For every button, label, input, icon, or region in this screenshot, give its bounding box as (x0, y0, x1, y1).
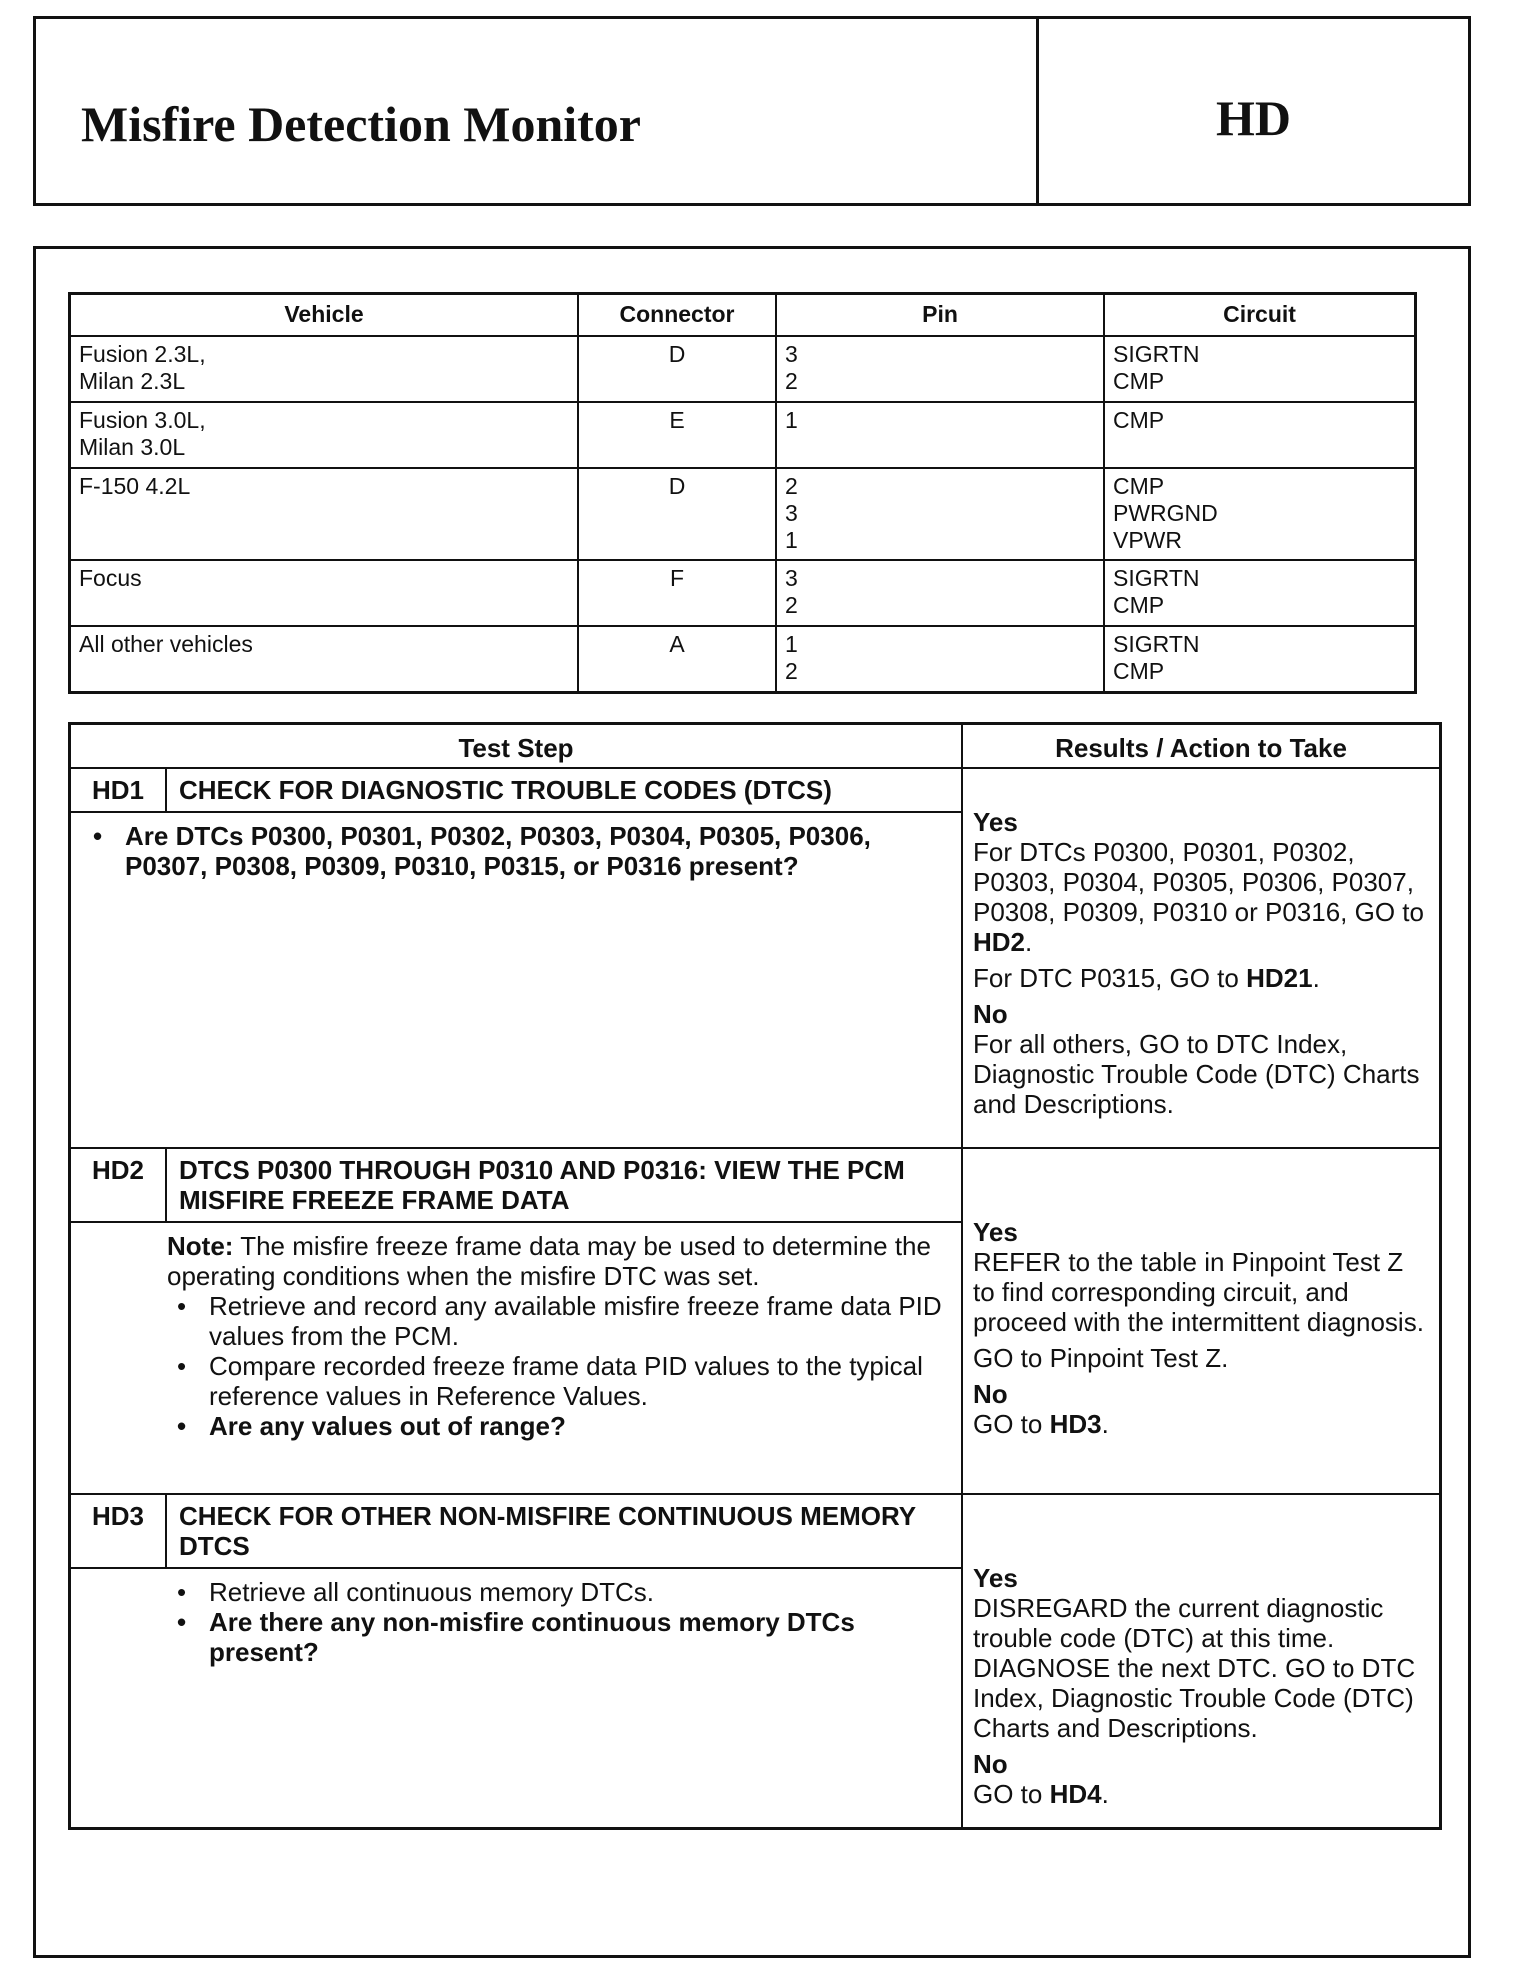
step-body (70, 812, 963, 1148)
step-id: HD3 (70, 1494, 167, 1568)
vehicle-cell (70, 402, 579, 468)
table-row (70, 336, 1416, 402)
table-row (70, 626, 1416, 692)
col-connector: Connector (578, 294, 776, 337)
step-table-header (70, 724, 1441, 769)
vehicle-line: Fusion 2.3L, (79, 341, 206, 367)
bullet-item: • Are DTCs P0300, P0301, P0302, P0303, P0304, P0305, P0306, P0307, P0308, P0309, P0310, P0315, or P0316 present? (83, 821, 949, 881)
pin-cell (776, 402, 1104, 468)
step-title-row-hd3 (70, 1494, 1441, 1568)
yes-text: DISREGARD the current diagnostic trouble code (DTC) at this time. DIAGNOSE the next DTC. GO to DTC Index, Diagnostic Trouble Code (DTC) Charts and Descriptions. (973, 1593, 1416, 1743)
col-results: Results / Action to Take (962, 724, 1441, 769)
bullet-item: • Retrieve all continuous memory DTCs. (167, 1577, 949, 1607)
pin-cell (776, 560, 1104, 626)
step-result-hd2 (962, 1148, 1441, 1494)
note-label: Note: (167, 1231, 234, 1261)
goto-link[interactable]: HD2 (973, 927, 1026, 957)
no-text-part: GO to (973, 1779, 1050, 1809)
bullet-item: • Compare recorded freeze frame data PID values to the typical reference values in Reference Values. (167, 1351, 949, 1411)
circuit-cell (1104, 626, 1416, 692)
col-vehicle: Vehicle (70, 294, 579, 337)
pin-value: 1 (785, 407, 798, 433)
pin-value: 3 (785, 341, 798, 367)
circuit-value: CMP (1113, 592, 1165, 618)
pin-value: 2 (785, 368, 798, 394)
no-label: No (973, 999, 1008, 1029)
step-title-row-hd1 (70, 768, 1441, 812)
connector-cell: D (578, 336, 776, 402)
step-result-hd3 (962, 1494, 1441, 1828)
section-code: HD (1216, 90, 1291, 146)
no-text: GO to HD3. (973, 1409, 1109, 1439)
no-label: No (973, 1749, 1008, 1779)
step-result-hd1 (962, 768, 1441, 1148)
step-title: DTCS P0300 THROUGH P0310 AND P0316: VIEW THE PCM MISFIRE FREEZE FRAME DATA (166, 1148, 962, 1222)
yes-text-part: For DTC P0315, GO to (973, 963, 1247, 993)
col-circuit: Circuit (1104, 294, 1416, 337)
circuit-value: CMP (1113, 368, 1165, 394)
pin-value: 2 (785, 592, 798, 618)
col-pin: Pin (776, 294, 1104, 337)
circuit-value: VPWR (1113, 527, 1182, 553)
yes-label: Yes (973, 1217, 1018, 1247)
connector-cell: A (578, 626, 776, 692)
step-note (167, 1231, 949, 1291)
circuit-cell (1104, 468, 1416, 560)
yes-text-part: For DTCs P0300, P0301, P0302, P0303, P0304, P0305, P0306, P0307, P0308, P0309, P0310 or P0316, GO to (973, 837, 1424, 927)
table-row (70, 560, 1416, 626)
yes-text: REFER to the table in Pinpoint Test Z to find corresponding circuit, and proceed with the intermittent diagnosis. (973, 1247, 1424, 1337)
circuit-cell (1104, 336, 1416, 402)
step-title-row-hd2 (70, 1148, 1441, 1222)
circuit-value: SIGRTN (1113, 631, 1200, 657)
pin-cell (776, 626, 1104, 692)
goto-link[interactable]: HD3 (1049, 1409, 1102, 1439)
test-step-table (68, 722, 1442, 1830)
circuit-value: SIGRTN (1113, 565, 1200, 591)
circuit-value: CMP (1113, 407, 1165, 433)
page-header (33, 16, 1471, 206)
connector-table (68, 292, 1417, 694)
col-test-step: Test Step (70, 724, 963, 769)
yes-text: GO to Pinpoint Test Z. (973, 1343, 1229, 1373)
pin-value: 1 (785, 527, 798, 553)
step-title: CHECK FOR OTHER NON-MISFIRE CONTINUOUS MEMORY DTCS (166, 1494, 962, 1568)
step-bullets (167, 1577, 949, 1667)
no-label: No (973, 1379, 1008, 1409)
pin-value: 2 (785, 658, 798, 684)
vehicle-cell (70, 626, 579, 692)
note-text: The misfire freeze frame data may be used to determine the operating conditions when the misfire DTC was set. (167, 1231, 931, 1291)
circuit-value: PWRGND (1113, 500, 1218, 526)
vehicle-line: Fusion 3.0L, (79, 407, 206, 433)
step-body (70, 1568, 963, 1828)
connector-cell: D (578, 468, 776, 560)
pin-cell (776, 336, 1104, 402)
table-row (70, 402, 1416, 468)
circuit-cell (1104, 560, 1416, 626)
connector-table-header (70, 294, 1416, 337)
vehicle-line: Milan 3.0L (79, 434, 186, 460)
step-bullets (167, 1291, 949, 1441)
step-body (70, 1222, 963, 1494)
goto-link[interactable]: HD21 (1246, 963, 1313, 993)
connector-cell: F (578, 560, 776, 626)
circuit-value: SIGRTN (1113, 341, 1200, 367)
vehicle-line: F-150 4.2L (79, 473, 191, 499)
yes-label: Yes (973, 1563, 1018, 1593)
no-text: For all others, GO to DTC Index, Diagnostic Trouble Code (DTC) Charts and Descriptions. (973, 1029, 1420, 1119)
circuit-value: CMP (1113, 473, 1165, 499)
vehicle-line: All other vehicles (79, 631, 253, 657)
step-id: HD2 (70, 1148, 167, 1222)
step-title: CHECK FOR DIAGNOSTIC TROUBLE CODES (DTCS) (166, 768, 962, 812)
pin-value: 3 (785, 565, 798, 591)
yes-label: Yes (973, 807, 1018, 837)
no-text-part: GO to (973, 1409, 1050, 1439)
bullet-item: • Retrieve and record any available misfire freeze frame data PID values from the PCM. (167, 1291, 949, 1351)
step-id: HD1 (70, 768, 167, 812)
vehicle-line: Milan 2.3L (79, 368, 186, 394)
bullet-item: • Are any values out of range? (167, 1411, 949, 1441)
no-text: GO to HD4. (973, 1779, 1109, 1809)
pin-value: 3 (785, 500, 798, 526)
connector-cell: E (578, 402, 776, 468)
circuit-cell (1104, 402, 1416, 468)
yes-text: For DTC P0315, GO to HD21. (973, 963, 1320, 993)
table-row (70, 468, 1416, 560)
circuit-value: CMP (1113, 658, 1165, 684)
goto-link[interactable]: HD4 (1049, 1779, 1102, 1809)
vehicle-cell (70, 560, 579, 626)
vehicle-line: Focus (79, 565, 142, 591)
step-bullets (83, 821, 949, 881)
bullet-item: • Are there any non-misfire continuous memory DTCs present? (167, 1607, 949, 1667)
page-title: Misfire Detection Monitor (81, 96, 641, 152)
pin-value: 1 (785, 631, 798, 657)
yes-text: For DTCs P0300, P0301, P0302, P0303, P0304, P0305, P0306, P0307, P0308, P0309, P0310 or P0316, GO to HD2. (973, 837, 1424, 957)
vehicle-cell (70, 468, 579, 560)
pin-cell (776, 468, 1104, 560)
vehicle-cell (70, 336, 579, 402)
pin-value: 2 (785, 473, 798, 499)
